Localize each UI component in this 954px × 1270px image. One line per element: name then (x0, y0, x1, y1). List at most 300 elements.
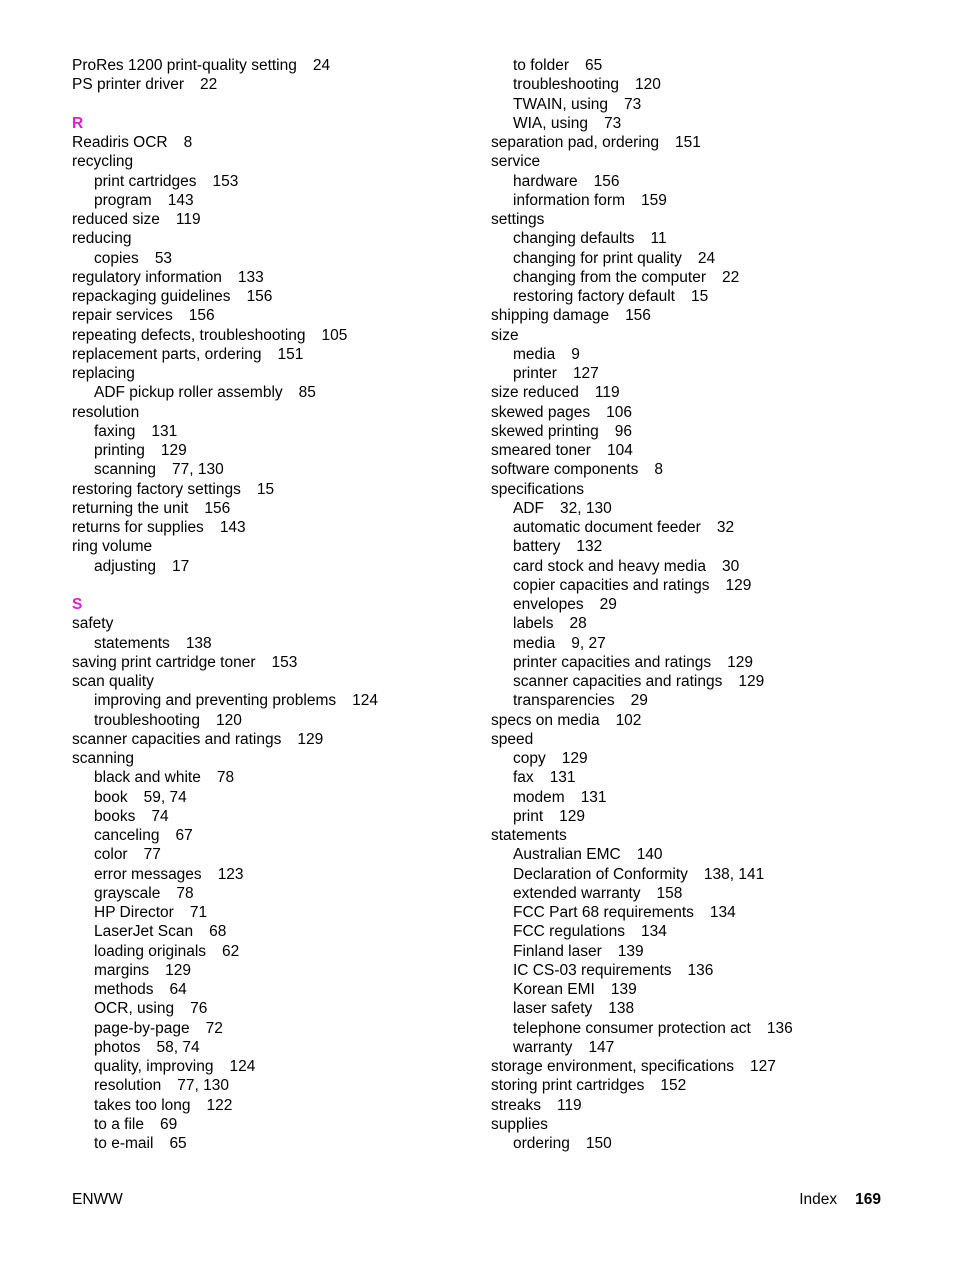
index-term: ordering (513, 1135, 570, 1152)
index-page-ref: 156 (204, 499, 231, 517)
index-subentry (72, 460, 472, 479)
index-entry (72, 364, 472, 383)
page-number: 169 (855, 1191, 881, 1208)
index-subentry (72, 865, 472, 884)
index-page-ref: 120 (635, 76, 661, 94)
footer-left (72, 1191, 123, 1209)
index-term: returns for supplies (72, 519, 204, 536)
index-term: telephone consumer protection act (513, 1019, 751, 1037)
index-page-ref: 77, 130 (177, 1077, 229, 1095)
index-term: regulatory information (72, 268, 222, 286)
index-page-ref: 156 (593, 172, 620, 190)
index-term: laser safety (513, 1000, 593, 1018)
index-term: reducing (72, 230, 132, 248)
index-page-ref: 132 (576, 538, 603, 556)
index-entry (491, 133, 911, 152)
index-entry (72, 672, 472, 691)
index-subentry (72, 999, 472, 1018)
index-term: service (491, 153, 541, 171)
index-page-ref: 28 (569, 615, 587, 633)
index-page-ref: 71 (189, 904, 208, 921)
index-term: skewed printing (491, 422, 599, 440)
index-subentry (491, 364, 911, 383)
index-term: repackaging guidelines (72, 288, 231, 305)
index-page-ref: 122 (206, 1096, 233, 1114)
footer-right (799, 1191, 881, 1209)
index-subentry (491, 345, 911, 364)
index-page-ref: 136 (766, 1019, 793, 1037)
index-page-ref: 138 (185, 634, 212, 652)
index-term: scanner capacities and ratings (72, 730, 282, 748)
footer-doc-code: ENWW (72, 1191, 123, 1208)
index-subentry (72, 191, 472, 210)
index-page-ref: 24 (312, 57, 331, 74)
index-term: envelopes (513, 596, 584, 613)
index-page-ref: 156 (188, 307, 215, 325)
index-page-ref: 129 (738, 673, 765, 690)
index-page-ref: 68 (209, 923, 227, 941)
index-page-ref: 74 (151, 807, 169, 825)
index-term: faxing (94, 422, 136, 440)
index-page-ref: 62 (222, 942, 240, 960)
index-subentry (72, 980, 472, 999)
index-page-ref: 29 (599, 596, 617, 613)
index-subentry (491, 884, 911, 903)
index-subentry (491, 999, 911, 1018)
index-subentry (491, 672, 911, 691)
index-term: storage environment, specifications (491, 1058, 734, 1075)
index-term: fax (513, 769, 534, 787)
index-term: software components (491, 461, 639, 479)
index-subentry (491, 537, 911, 556)
index-page-ref: 138 (608, 1000, 635, 1018)
index-term: scanning (72, 750, 135, 767)
index-page-ref: 147 (588, 1038, 615, 1056)
index-subentry (72, 1038, 472, 1057)
index-subentry (491, 961, 911, 980)
index-subentry (72, 422, 472, 441)
index-page-ref: 65 (169, 1135, 187, 1152)
index-term: scanner capacities and ratings (513, 673, 723, 690)
index-page-ref: 129 (559, 807, 586, 825)
index-term: reduced size (72, 211, 160, 228)
index-entry (72, 403, 472, 422)
index-term: printing (94, 442, 145, 459)
index-entry (72, 614, 472, 633)
index-term: media (513, 345, 556, 363)
index-subentry (72, 249, 472, 268)
index-page-ref: 69 (159, 1115, 178, 1133)
index-page-ref: 29 (630, 692, 648, 710)
index-entry (491, 326, 911, 345)
index-page-ref: 156 (625, 307, 651, 325)
index-entry (72, 210, 472, 229)
index-term: returning the unit (72, 499, 189, 517)
index-term: copier capacities and ratings (513, 576, 710, 594)
index-entry (72, 287, 472, 306)
index-term: to a file (94, 1115, 144, 1133)
index-column-left (72, 56, 472, 1153)
index-term: saving print cartridge toner (72, 653, 256, 671)
index-entry (72, 133, 472, 152)
index-subentry (72, 1076, 472, 1095)
index-term: canceling (94, 827, 160, 844)
index-page-ref: 131 (580, 788, 607, 806)
index-subentry (491, 788, 911, 807)
index-subentry (491, 172, 911, 191)
index-term: program (94, 191, 152, 209)
index-term: scan quality (72, 673, 154, 690)
index-term: book (94, 788, 128, 806)
index-page-ref: 127 (749, 1058, 776, 1075)
index-term: storing print cartridges (491, 1077, 645, 1095)
index-subentry (72, 884, 472, 903)
index-term: replacement parts, ordering (72, 345, 262, 363)
index-term: print cartridges (94, 172, 197, 190)
index-term: Readiris OCR (72, 134, 168, 151)
index-page-ref: 106 (606, 403, 632, 421)
index-term: statements (94, 634, 170, 652)
index-subentry (491, 518, 911, 537)
index-term: HP Director (94, 904, 174, 921)
index-entry (491, 1076, 911, 1095)
index-entry (491, 422, 911, 441)
index-subentry (491, 191, 911, 210)
index-term: LaserJet Scan (94, 923, 194, 941)
index-term: FCC Part 68 requirements (513, 904, 694, 921)
index-term: statements (491, 827, 567, 844)
index-term: Finland laser (513, 942, 602, 960)
index-entry (72, 56, 472, 75)
index-spacer (72, 95, 472, 114)
index-entry (72, 749, 472, 768)
index-page-ref: 58, 74 (156, 1038, 200, 1056)
index-subentry (491, 1134, 911, 1153)
index-term: warranty (513, 1038, 573, 1056)
index-term: print (513, 807, 544, 825)
index-term: changing for print quality (513, 249, 682, 267)
index-subentry (72, 845, 472, 864)
index-term: OCR, using (94, 1000, 175, 1018)
index-subentry (72, 1096, 472, 1115)
index-entry (72, 499, 472, 518)
index-page-ref: 59, 74 (143, 788, 187, 806)
index-entry (72, 518, 472, 537)
index-page-ref: 151 (277, 345, 304, 363)
index-page-ref: 78 (176, 884, 194, 902)
index-page-ref: 119 (175, 211, 201, 228)
index-subentry (491, 114, 911, 133)
index-subentry (72, 691, 472, 710)
index-term: printer capacities and ratings (513, 653, 712, 671)
index-page-ref: 129 (165, 961, 192, 979)
index-term: resolution (94, 1077, 162, 1095)
index-letter-heading: S (72, 596, 83, 613)
index-entry (491, 1057, 911, 1076)
index-term: ADF pickup roller assembly (94, 384, 283, 402)
index-term: improving and preventing problems (94, 692, 337, 710)
index-page-ref: 22 (199, 76, 218, 94)
index-subentry (491, 903, 911, 922)
index-entry (72, 653, 472, 672)
index-term: books (94, 807, 136, 825)
index-subentry (491, 249, 911, 268)
index-term: copies (94, 249, 139, 267)
index-page-ref: 131 (151, 422, 178, 440)
index-term: troubleshooting (513, 76, 619, 94)
index-entry (72, 326, 472, 345)
index-subentry (491, 75, 911, 94)
index-subentry (72, 922, 472, 941)
index-term: troubleshooting (94, 711, 200, 729)
index-subentry (491, 1038, 911, 1057)
index-page-ref: 151 (675, 134, 701, 151)
index-term: IC CS-03 requirements (513, 961, 672, 979)
index-term: quality, improving (94, 1058, 214, 1075)
index-page-ref: 72 (205, 1019, 223, 1037)
index-term: page-by-page (94, 1019, 190, 1037)
footer-section: Index (799, 1191, 838, 1208)
index-page-ref: 139 (617, 942, 644, 960)
index-page-ref: 139 (610, 981, 637, 998)
index-subentry (72, 903, 472, 922)
index-subentry (491, 691, 911, 710)
index-term: hardware (513, 172, 578, 190)
index-page-ref: 67 (175, 827, 193, 844)
index-subentry (72, 441, 472, 460)
index-term: information form (513, 191, 625, 209)
index-term: replacing (72, 365, 135, 382)
index-entry (491, 441, 911, 460)
index-term: settings (491, 211, 545, 228)
index-term: repair services (72, 307, 173, 325)
index-subentry (72, 1134, 472, 1153)
index-page-ref: 143 (219, 519, 246, 536)
index-term: error messages (94, 865, 202, 883)
index-page-ref: 119 (594, 384, 620, 402)
index-subentry (72, 788, 472, 807)
index-subentry (491, 1019, 911, 1038)
index-page-ref: 159 (640, 191, 667, 209)
index-page-ref: 104 (606, 442, 633, 459)
index-subentry (72, 383, 472, 402)
index-page-ref: 9 (571, 345, 580, 363)
index-page-ref: 30 (722, 557, 740, 575)
index-page-ref: 17 (172, 557, 190, 575)
index-page-ref: 32 (716, 519, 735, 536)
index-page-ref: 129 (725, 576, 752, 594)
index-term: TWAIN, using (513, 95, 609, 113)
index-term: adjusting (94, 557, 157, 575)
index-page-ref: 129 (561, 750, 588, 767)
index-page-ref: 124 (352, 692, 378, 710)
index-page-ref: 73 (624, 95, 642, 113)
index-page-ref: 9, 27 (571, 634, 606, 652)
index-term: skewed pages (491, 403, 591, 421)
index-page-ref: 105 (321, 326, 348, 344)
index-subentry (491, 865, 911, 884)
index-entry (72, 480, 472, 499)
index-term: card stock and heavy media (513, 557, 706, 575)
index-term: methods (94, 981, 154, 998)
index-page-ref: 134 (709, 904, 736, 921)
index-term: speed (491, 730, 534, 748)
index-term: Australian EMC (513, 846, 621, 864)
index-subentry (491, 268, 911, 287)
index-page-ref: 136 (687, 961, 714, 979)
index-page-ref: 64 (169, 981, 187, 998)
index-term: shipping damage (491, 307, 610, 325)
index-subentry (72, 768, 472, 787)
index-term: FCC regulations (513, 923, 625, 941)
index-page-ref: 11 (650, 230, 667, 248)
index-term: size (491, 326, 519, 344)
index-page-ref: 129 (727, 653, 754, 671)
index-entry (72, 229, 472, 248)
index-subentry (491, 807, 911, 826)
index-term: media (513, 634, 556, 652)
index-term: grayscale (94, 884, 161, 902)
index-page-ref: 15 (256, 480, 275, 498)
index-page-ref: 73 (603, 114, 622, 132)
index-term: size reduced (491, 384, 579, 402)
index-entry (72, 306, 472, 325)
index-page-ref: 153 (271, 653, 298, 671)
index-term: black and white (94, 769, 201, 787)
index-subentry (491, 287, 911, 306)
index-subentry (491, 922, 911, 941)
index-page-ref: 85 (298, 384, 316, 402)
index-page-ref: 129 (297, 730, 324, 748)
index-entry (491, 306, 911, 325)
index-term: supplies (491, 1115, 548, 1133)
index-term: scanning (94, 461, 157, 479)
index-term: photos (94, 1038, 141, 1056)
index-term: Korean EMI (513, 981, 595, 998)
index-term: printer (513, 365, 557, 382)
index-entry (491, 152, 911, 171)
index-term: changing defaults (513, 230, 635, 248)
index-page-ref: 53 (154, 249, 173, 267)
index-subentry (72, 807, 472, 826)
index-term: color (94, 846, 128, 864)
index-subentry (491, 614, 911, 633)
index-term: safety (72, 615, 114, 633)
index-term: ADF (513, 499, 544, 517)
index-page-ref: 153 (212, 172, 239, 190)
index-term: specs on media (491, 711, 600, 729)
index-term: labels (513, 615, 554, 633)
index-subentry (491, 595, 911, 614)
index-entry (491, 1096, 911, 1115)
index-entry (491, 383, 911, 402)
index-subentry (72, 634, 472, 653)
index-term: repeating defects, troubleshooting (72, 326, 306, 344)
index-entry (491, 403, 911, 422)
index-entry (72, 152, 472, 171)
index-subentry (491, 56, 911, 75)
index-term: ProRes 1200 print-quality setting (72, 57, 297, 74)
index-term: battery (513, 538, 561, 556)
index-term: margins (94, 961, 150, 979)
index-subentry (491, 576, 911, 595)
index-subentry (491, 845, 911, 864)
index-term: Declaration of Conformity (513, 865, 688, 883)
index-subentry (491, 980, 911, 999)
index-entry (491, 460, 911, 479)
index-subentry (72, 172, 472, 191)
index-term: modem (513, 788, 565, 806)
index-subentry (72, 826, 472, 845)
index-term: copy (513, 750, 546, 767)
index-page-ref: 158 (656, 884, 683, 902)
index-subentry (72, 1115, 472, 1134)
index-page-ref: 24 (697, 249, 716, 267)
index-entry (491, 711, 911, 730)
index-page-ref: 140 (636, 846, 663, 864)
index-entry (491, 480, 911, 499)
index-page-ref: 129 (160, 442, 187, 459)
index-spacer (72, 576, 472, 595)
index-term: WIA, using (513, 114, 588, 132)
index-page-ref: 22 (722, 268, 740, 286)
index-page-ref: 77, 130 (172, 461, 224, 479)
index-page-ref: 124 (229, 1058, 256, 1075)
index-entry (72, 730, 472, 749)
index-page-ref: 96 (614, 422, 632, 440)
index-term: restoring factory settings (72, 480, 241, 498)
index-term: smeared toner (491, 442, 591, 459)
index-page-ref: 133 (237, 268, 264, 286)
index-page-ref: 78 (216, 769, 235, 787)
index-entry (72, 75, 472, 94)
index-term: to folder (513, 57, 570, 74)
index-subentry (491, 749, 911, 768)
index-term: resolution (72, 403, 140, 421)
index-entry (491, 210, 911, 229)
index-subentry (491, 634, 911, 653)
index-subentry (491, 653, 911, 672)
index-page-ref: 150 (585, 1135, 612, 1152)
index-page-ref: 123 (217, 865, 244, 883)
index-entry (72, 537, 472, 556)
index-term: automatic document feeder (513, 519, 701, 536)
index-term: streaks (491, 1096, 541, 1114)
index-term: takes too long (94, 1096, 191, 1114)
index-page-ref: 65 (585, 57, 603, 74)
index-term: changing from the computer (513, 268, 706, 286)
index-page-ref: 76 (190, 1000, 208, 1018)
index-entry (491, 1115, 911, 1134)
index-subentry (72, 1057, 472, 1076)
index-subentry (72, 557, 472, 576)
index-page-ref: 138, 141 (703, 865, 765, 883)
index-page-ref: 134 (641, 923, 667, 941)
index-page-ref: 127 (572, 365, 599, 382)
index-term: to e-mail (94, 1135, 154, 1152)
index-page-ref: 102 (615, 711, 642, 729)
index-page-ref: 143 (167, 191, 194, 209)
index-page-ref: 32, 130 (560, 499, 612, 517)
index-term: extended warranty (513, 884, 641, 902)
index-entry (72, 268, 472, 287)
index-term: recycling (72, 153, 134, 171)
index-subentry (491, 768, 911, 787)
index-entry (491, 826, 911, 845)
index-term: specifications (491, 480, 585, 498)
index-subentry (72, 711, 472, 730)
index-term: loading originals (94, 942, 207, 960)
